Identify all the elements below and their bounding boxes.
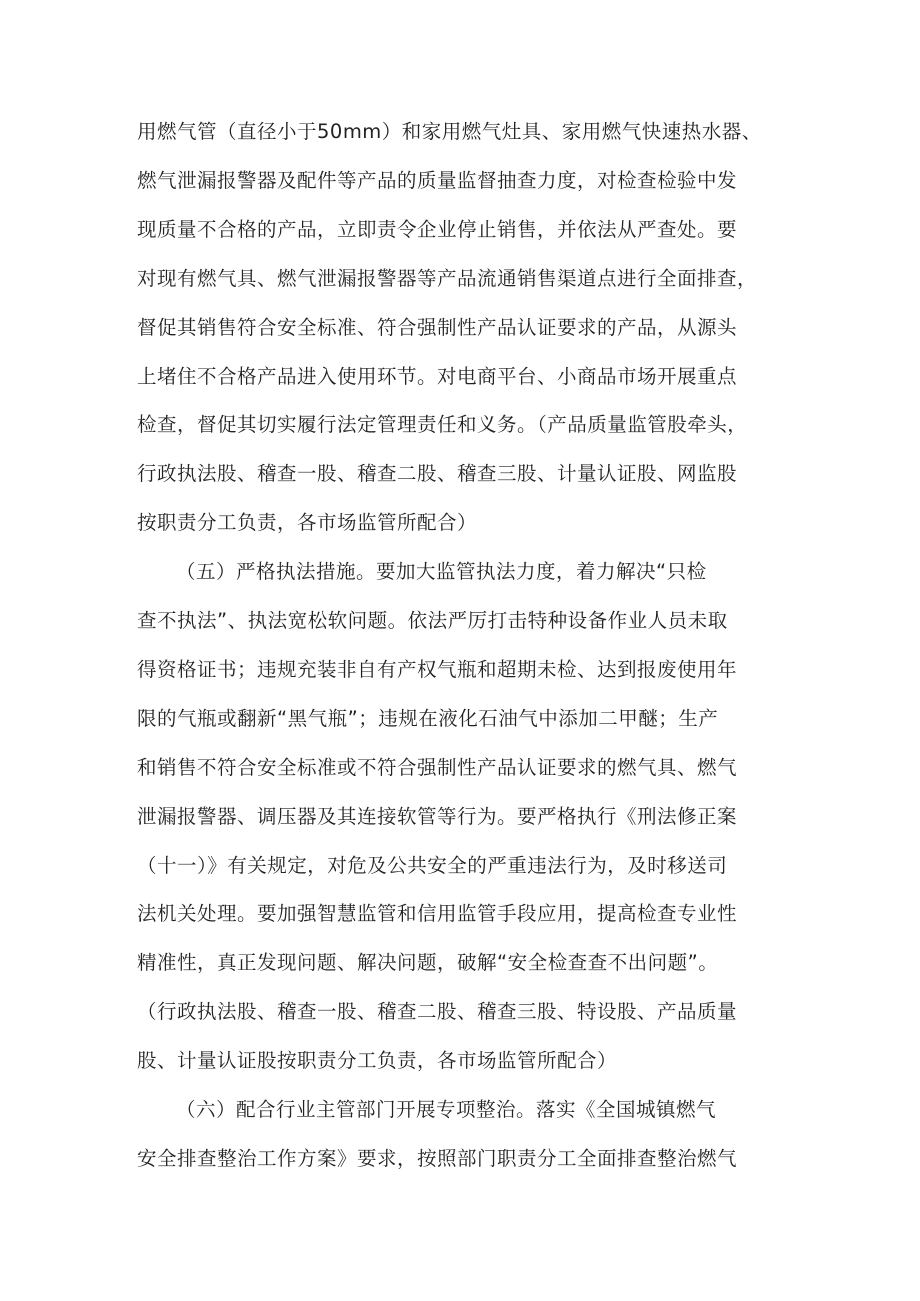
text-line: 限的气瓶或翻新“黑气瓶”；违规在液化石油气中添加二甲醚；生产 xyxy=(137,707,719,730)
text-line: （十一）》有关规定，对危及公共安全的严重违法行为，及时移送司 xyxy=(137,854,728,877)
paragraph-heading-five: （五）严格执法措施。要加大监管执法力度，着力解决“只检 xyxy=(176,560,707,583)
text-line: 泄漏报警器、调压器及其连接软管等行为。要严格执行《刑法修正案 xyxy=(137,805,738,828)
text-line: 检查，督促其切实履行法定管理责任和义务。（产品质量监管股牵头， xyxy=(137,413,748,436)
text-line: （行政执法股、稽查一股、稽查二股、稽查三股、特设股、产品质量 xyxy=(137,1000,738,1023)
text-line: 股、计量认证股按职责分工负责，各市场监管所配合） xyxy=(137,1049,618,1072)
text-line: 督促其销售符合安全标准、符合强制性产品认证要求的产品，从源头 xyxy=(137,316,738,339)
text-line: 用燃气管（直径小于50mm）和家用燃气灶具、家用燃气快速热水器、 xyxy=(137,120,762,143)
text-line: 上堵住不合格产品进入使用环节。对电商平台、小商品市场开展重点 xyxy=(137,365,738,388)
text-line: 燃气泄漏报警器及配件等产品的质量监督抽查力度，对检查检验中发 xyxy=(137,169,738,192)
text-line: 精准性，真正发现问题、解决问题，破解“安全检查查不出问题”。 xyxy=(137,951,719,974)
text-line: 查不执法”、执法宽松软问题。依法严厉打击特种设备作业人员未取 xyxy=(137,609,728,632)
text-line: 对现有燃气具、燃气泄漏报警器等产品流通销售渠道点进行全面排查， xyxy=(137,267,758,290)
text-line: 法机关处理。要加强智慧监管和信用监管手段应用，提高检查专业性 xyxy=(137,902,738,925)
text-line: 行政执法股、稽查一股、稽查二股、稽查三股、计量认证股、网监股 xyxy=(137,462,738,485)
text-line: 现质量不合格的产品，立即责令企业停止销售，并依法从严查处。要 xyxy=(137,218,738,241)
text-line: 和销售不符合安全标准或不符合强制性产品认证要求的燃气具、燃气 xyxy=(137,756,738,779)
text-line: 得资格证书；违规充装非自有产权气瓶和超期未检、达到报废使用年 xyxy=(137,658,738,681)
text-line: 安全排查整治工作方案》要求，按照部门职责分工全面排查整治燃气 xyxy=(137,1147,738,1170)
text-line: 按职责分工负责，各市场监管所配合） xyxy=(137,511,478,534)
paragraph-heading-six: （六）配合行业主管部门开展专项整治。落实《全国城镇燃气 xyxy=(176,1098,717,1121)
